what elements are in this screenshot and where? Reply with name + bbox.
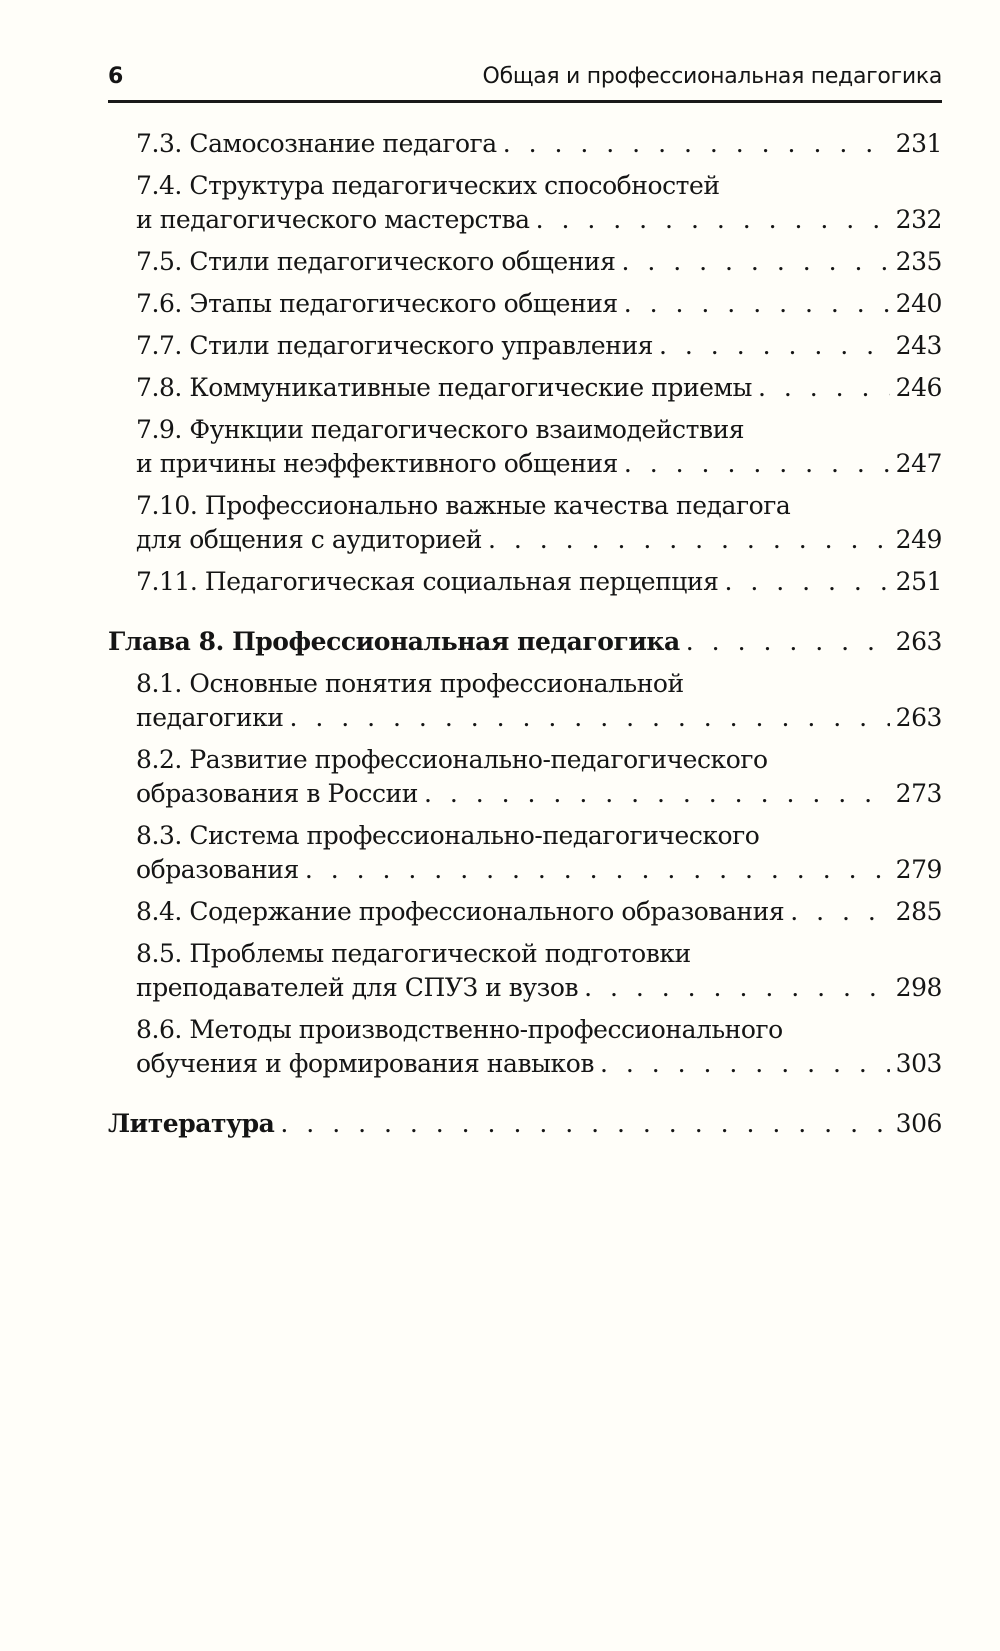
dot-leader: [503, 127, 890, 161]
toc-page-number: 306: [895, 1109, 942, 1138]
toc-entry: [108, 329, 942, 363]
toc-entry-title: и педагогического мастерства: [136, 205, 530, 234]
dot-leader: [305, 853, 890, 887]
toc-page-number: 243: [895, 331, 942, 360]
toc-entry-title-line1: 8.1. Основные понятия профессиональной: [136, 669, 684, 698]
dot-leader: [600, 1047, 890, 1081]
toc-entry: [108, 667, 942, 735]
toc-page-number: 298: [895, 973, 942, 1002]
toc-page-number: 235: [895, 247, 942, 276]
toc-entry: [108, 1013, 942, 1081]
toc-entry-title-line1: 8.5. Проблемы педагогической подготовки: [136, 939, 691, 968]
toc-entry-title-line1: 7.4. Структура педагогических способностей: [136, 171, 720, 200]
toc-page-number: 240: [895, 289, 942, 318]
toc-entry-title: 7.11. Педагогическая социальная перцепция: [136, 567, 719, 596]
toc-entry-title-line1: 7.9. Функции педагогического взаимодействия: [136, 415, 745, 444]
toc-entry-title-line1: 8.3. Система профессионально-педагогического: [136, 821, 760, 850]
dot-leader: [280, 1107, 889, 1141]
dot-leader: [724, 565, 889, 599]
toc-entry: [108, 895, 942, 929]
toc-page-number: 247: [895, 449, 942, 478]
toc-entry: [108, 371, 942, 405]
dot-leader: [424, 777, 890, 811]
toc-entry-title: 7.7. Стили педагогического управления: [136, 331, 654, 360]
toc-entry-title: образования в России: [136, 779, 418, 808]
toc-page-number: 303: [895, 1049, 942, 1078]
toc-entry: [108, 413, 942, 481]
header-rule: [108, 100, 942, 103]
page-header: [108, 56, 942, 96]
toc-entry: [108, 287, 942, 321]
dot-leader: [488, 523, 890, 557]
toc-page-number: 249: [895, 525, 942, 554]
dot-leader: [686, 625, 890, 659]
toc-page-number: 263: [895, 627, 942, 656]
toc-entry-title: для общения с аудиторией: [136, 525, 482, 554]
toc-entry-title: преподавателей для СПУЗ и вузов: [136, 973, 579, 1002]
toc-page-number: 263: [895, 703, 942, 732]
toc-entry-title: 7.8. Коммуникативные педагогические приемы: [136, 373, 752, 402]
toc-entry-title: 8.4. Содержание профессионального образования: [136, 897, 785, 926]
toc-entry-title-line1: 7.10. Профессионально важные качества педагога: [136, 491, 791, 520]
toc-chapter-title: Глава 8. Профессиональная педагогика: [108, 627, 680, 656]
toc-chapter-entry: [108, 625, 942, 659]
toc-page-number: 279: [895, 855, 942, 884]
toc-entry-title-line1: 8.2. Развитие профессионально-педагогического: [136, 745, 768, 774]
toc-entry-title: и причины неэффективного общения: [136, 449, 618, 478]
dot-leader: [584, 971, 890, 1005]
toc-entry: [108, 819, 942, 887]
toc-entry: [108, 245, 942, 279]
toc-entry-title: 7.5. Стили педагогического общения: [136, 247, 616, 276]
dot-leader: [790, 895, 889, 929]
toc-page-number: 231: [895, 129, 942, 158]
dot-leader: [659, 329, 890, 363]
toc-bibliography-entry: [108, 1107, 942, 1141]
toc-entry-title: образования: [136, 855, 299, 884]
dot-leader: [624, 447, 890, 481]
toc-page-number: 251: [895, 567, 942, 596]
toc-entry: [108, 169, 942, 237]
page-number: 6: [108, 64, 124, 89]
toc-entry: [108, 127, 942, 161]
toc-bibliography-title: Литература: [108, 1109, 275, 1138]
dot-leader: [758, 371, 890, 405]
toc-page-number: 285: [895, 897, 942, 926]
toc-entry-title: педагогики: [136, 703, 284, 732]
toc-entry: [108, 937, 942, 1005]
toc-entry-title: 7.6. Этапы педагогического общения: [136, 289, 618, 318]
toc-entry: [108, 489, 942, 557]
table-of-contents: [108, 127, 942, 1149]
dot-leader: [624, 287, 890, 321]
dot-leader: [621, 245, 889, 279]
toc-entry: [108, 565, 942, 599]
dot-leader: [536, 203, 890, 237]
toc-page-number: 273: [895, 779, 942, 808]
toc-entry: [108, 743, 942, 811]
dot-leader: [289, 701, 889, 735]
running-title: Общая и профессиональная педагогика: [482, 64, 942, 89]
toc-entry-title: обучения и формирования навыков: [136, 1049, 594, 1078]
toc-entry-title-line1: 8.6. Методы производственно-профессионального: [136, 1015, 783, 1044]
toc-entry-title: 7.3. Самосознание педагога: [136, 129, 497, 158]
toc-page-number: 246: [895, 373, 942, 402]
toc-page-number: 232: [895, 205, 942, 234]
